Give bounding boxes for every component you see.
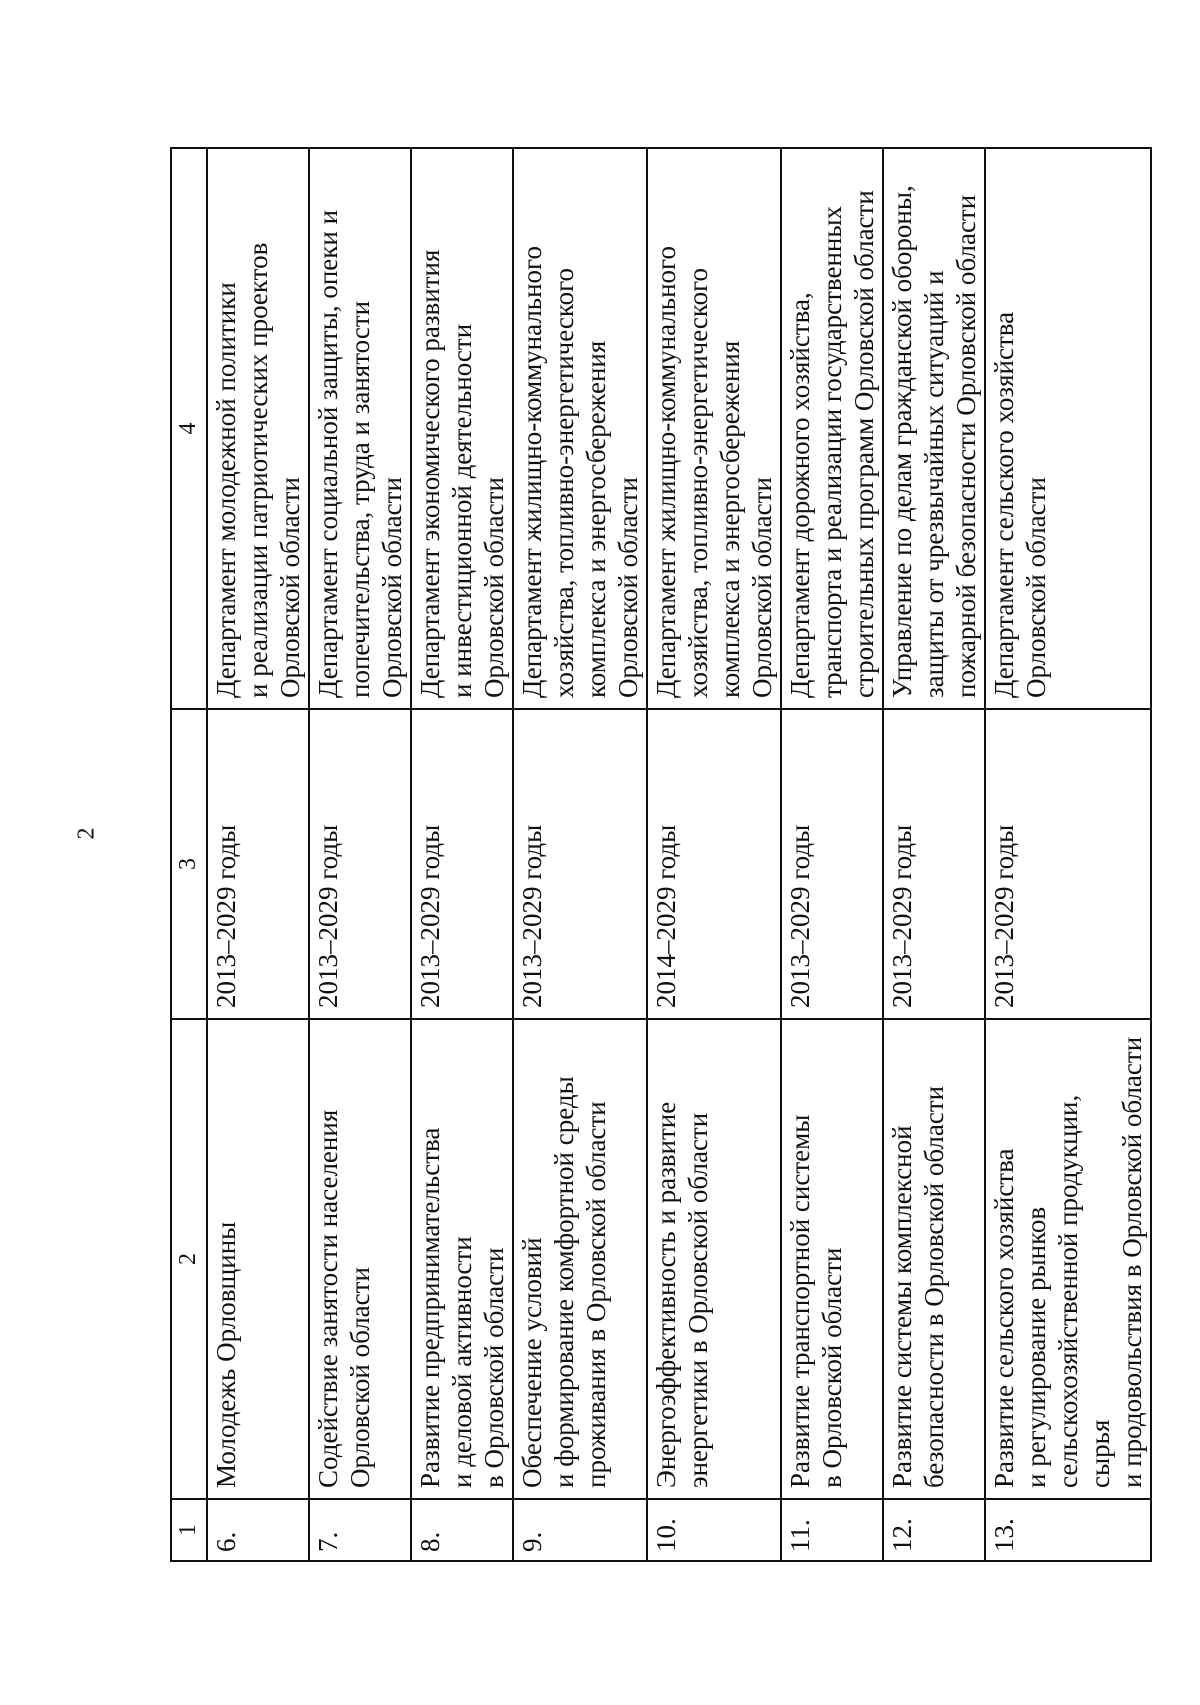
row-number: 10. xyxy=(647,1499,781,1561)
program-executor: Департамент дорожного хозяйства, транспорта и реализации государственных строительных программ Орловской области xyxy=(781,148,883,709)
table-row xyxy=(985,148,1151,1561)
program-period: 2013–2029 годы xyxy=(781,709,883,1019)
header-cell-4: 4 xyxy=(171,148,207,709)
table-row xyxy=(207,148,309,1561)
header-cell-3: 3 xyxy=(171,709,207,1019)
row-number: 6. xyxy=(207,1499,309,1561)
program-period: 2013–2029 годы xyxy=(207,709,309,1019)
row-number: 11. xyxy=(781,1499,883,1561)
program-executor: Департамент экономического развития и инвестиционной деятельности Орловской области xyxy=(411,148,513,709)
program-period: 2013–2029 годы xyxy=(411,709,513,1019)
header-cell-2: 2 xyxy=(171,1019,207,1499)
program-period: 2013–2029 годы xyxy=(883,709,985,1019)
table-row xyxy=(309,148,411,1561)
program-period: 2013–2029 годы xyxy=(309,709,411,1019)
table-row xyxy=(883,148,985,1561)
table-row xyxy=(647,148,781,1561)
program-executor: Департамент жилищно-коммунального хозяйства, топливно-энергетического комплекса и энергосбережения Орловской области xyxy=(513,148,647,709)
program-name: Содействие занятости населения Орловской области xyxy=(309,1019,411,1499)
program-name: Энергоэффективность и развитие энергетики в Орловской области xyxy=(647,1019,781,1499)
row-number: 7. xyxy=(309,1499,411,1561)
row-number: 12. xyxy=(883,1499,985,1561)
program-period: 2014–2029 годы xyxy=(647,709,781,1019)
row-number: 9. xyxy=(513,1499,647,1561)
programs-table xyxy=(170,147,1152,1562)
table-row xyxy=(781,148,883,1561)
table-header-row xyxy=(171,148,207,1561)
program-executor: Департамент молодежной политики и реализации патриотических проектов Орловской области xyxy=(207,148,309,709)
program-name: Развитие сельского хозяйства и регулирование рынков сельскохозяйственной продукции, сырья и продовольствия в Орловской области xyxy=(985,1019,1151,1499)
program-name: Молодежь Орловщины xyxy=(207,1019,309,1499)
program-period: 2013–2029 годы xyxy=(985,709,1151,1019)
program-executor: Управление по делам гражданской обороны, защиты от чрезвычайных ситуаций и пожарной безопасности Орловской области xyxy=(883,148,985,709)
program-name: Обеспечение условий и формирование комфортной среды проживания в Орловской области xyxy=(513,1019,647,1499)
row-number: 8. xyxy=(411,1499,513,1561)
program-name: Развитие транспортной системы в Орловской области xyxy=(781,1019,883,1499)
header-cell-1: 1 xyxy=(171,1499,207,1561)
program-executor: Департамент социальной защиты, опеки и попечительства, труда и занятости Орловской области xyxy=(309,148,411,709)
program-name: Развитие предпринимательства и деловой активности в Орловской области xyxy=(411,1019,513,1499)
programs-table-container xyxy=(170,147,1147,1562)
page-number: 2 xyxy=(73,827,100,840)
table-row xyxy=(513,148,647,1561)
table-row xyxy=(411,148,513,1561)
program-executor: Департамент жилищно-коммунального хозяйства, топливно-энергетического комплекса и энергосбережения Орловской области xyxy=(647,148,781,709)
program-name: Развитие системы комплексной безопасности в Орловской области xyxy=(883,1019,985,1499)
program-period: 2013–2029 годы xyxy=(513,709,647,1019)
program-executor: Департамент сельского хозяйства Орловской области xyxy=(985,148,1151,709)
row-number: 13. xyxy=(985,1499,1151,1561)
